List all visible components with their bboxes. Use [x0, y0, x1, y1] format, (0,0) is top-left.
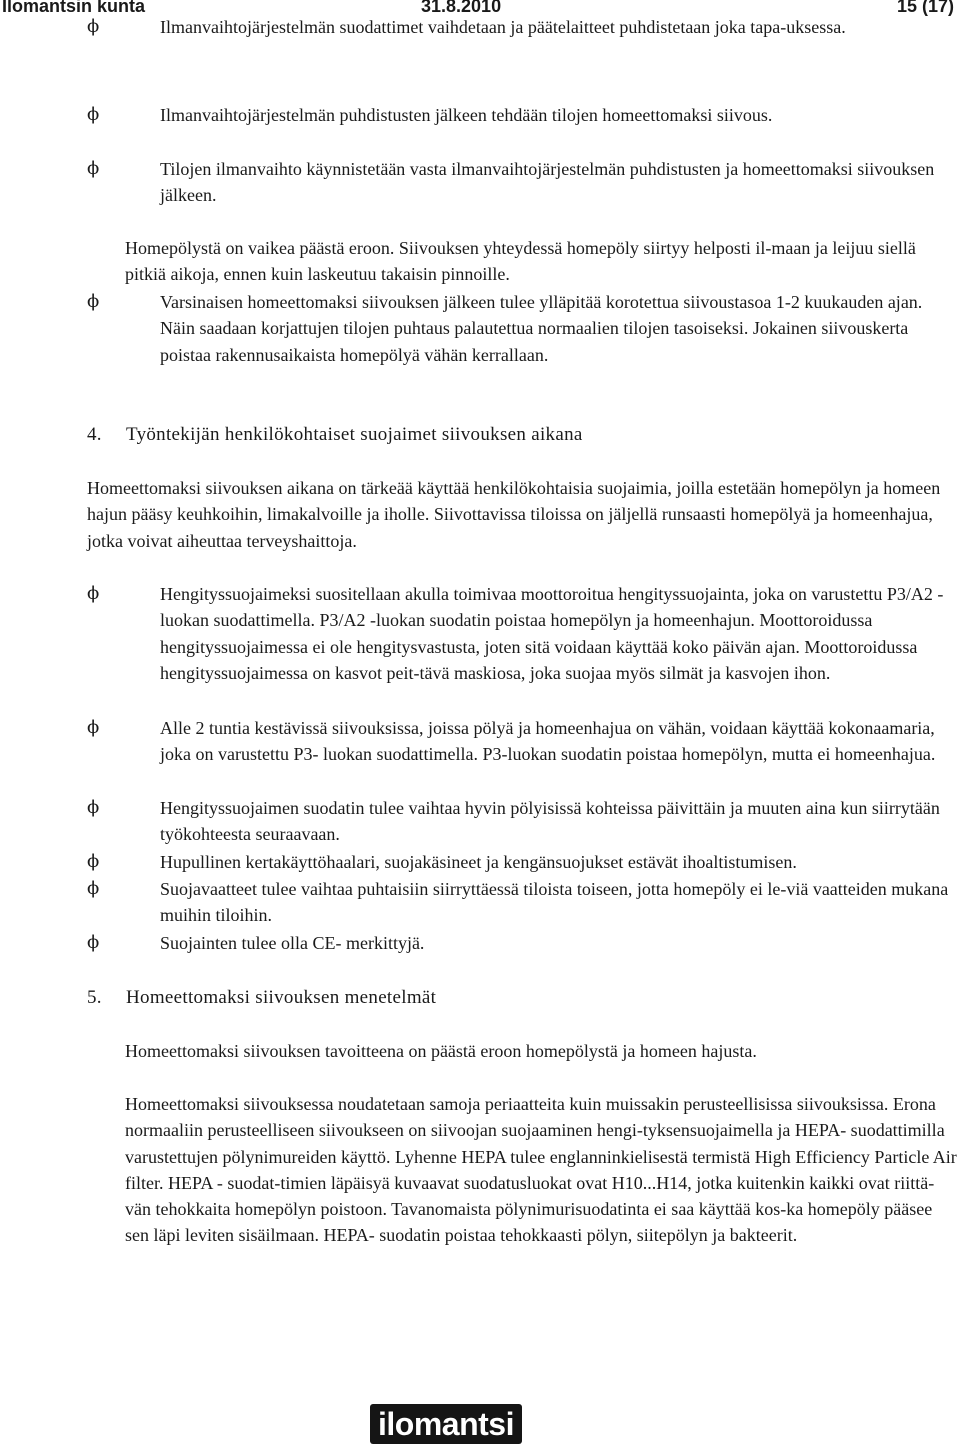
list-item: Tilojen ilmanvaihto käynnistetään vasta ilmanvaihtojärjestelmän puhdistusten ja homeettomaksi siivouksen jälkeen. [160, 159, 935, 206]
header-organization: Ilomantsin kunta [2, 0, 146, 16]
header-page-number: 15 (17) [896, 0, 954, 16]
bullet-icon: ϕ [87, 851, 100, 872]
list-item: Ilmanvaihtojärjestelmän suodattimet vaihdetaan ja päätelaitteet puhdistetaan joka tapa-uksessa. [160, 17, 846, 37]
list-item: Ilmanvaihtojärjestelmän puhdistusten jälkeen tehdään tilojen homeettomaksi siivous. [160, 105, 773, 125]
paragraph: Homeettomaksi siivouksessa noudatetaan samoja periaatteita kuin muissakin perusteellisissa siivouksissa. Erona normaaliin perusteelliseen siivoukseen on siivoojan suojaaminen hengi-tyksensuojaimella ja HEPA- suodattimilla varustettujen pölynimureiden käyttö. Lyhenne HEPA tulee englanninkielisestä termistä High Efficiency Particle Air filter. HEPA - suodat-timien läpäisyä kuvaavat suodatusluokat ovat H10...H14, jotka kuitenkin kaikki ovat riittä-vän tehokkaita homepölyn poistoon. Tavanomaista pölynimurisuodatinta ei saa käyttää kos-ka homepöly pääsee sen läpi leviten sisäilmaan. HEPA- suodatin poistaa tehokkaasti pölyn, siitepölyn ja bakteerit. [125, 1094, 957, 1246]
header-date: 31.8.2010 [421, 0, 502, 16]
paragraph: Homeettomaksi siivouksen aikana on tärkeää käyttää henkilökohtaisia suojaimia, joilla estetään homepölyn ja homeen hajun pääsy keuhkoihin, limakalvoille ja iholle. Siivottavissa tiloissa on jäljellä runsaasti homepölyä ja homeenhajua, jotka voivat aiheuttaa terveyshaittoja. [87, 478, 941, 551]
bullet-icon: ϕ [87, 158, 100, 179]
section-number: 5. [87, 987, 102, 1008]
list-item: Hupullinen kertakäyttöhaalari, suojakäsineet ja kengänsuojukset estävät ihoaltistumisen. [160, 852, 797, 872]
bullet-icon: ϕ [87, 932, 100, 953]
list-item: Hengityssuojaimen suodatin tulee vaihtaa hyvin pölyisissä kohteissa päivittäin ja muuten aina kun siirrytään työkohteesta seuraavaan. [160, 798, 940, 845]
section-title: Homeettomaksi siivouksen menetelmät [126, 987, 437, 1008]
bullet-icon: ϕ [87, 104, 100, 125]
bullet-icon: ϕ [87, 583, 100, 604]
page-header [0, 0, 960, 14]
section-title: Työntekijän henkilökohtaiset suojaimet siivouksen aikana [126, 424, 583, 445]
paragraph: Homeettomaksi siivouksen tavoitteena on päästä eroon homepölystä ja homeen hajusta. [125, 1041, 757, 1061]
ilomantsi-logo: ilomantsi [370, 1404, 522, 1444]
bullet-icon: ϕ [87, 16, 100, 37]
list-item: Suojainten tulee olla CE- merkittyjä. [160, 933, 425, 953]
list-item: Alle 2 tuntia kestävissä siivouksissa, joissa pölyä ja homeenhajua on vähän, voidaan käyttää kokonaamaria, joka on varustettu P3- luokan suodattimella. P3-luokan suodatin poistaa homepölyn, mutta ei homeenhajua. [160, 718, 936, 765]
paragraph: Homepölystä on vaikea päästä eroon. Siivouksen yhteydessä homepöly siirtyy helposti il-maan ja leijuu siellä pitkiä aikoja, ennen kuin laskeutuu takaisin pinnoille. [125, 238, 916, 285]
bullet-icon: ϕ [87, 797, 100, 818]
list-item: Hengityssuojaimeksi suositellaan akulla toimivaa moottoroitua hengityssuojainta, joka on varustettu P3/A2 -luokan suodattimella. P3/A2 -luokan suodatin poistaa homepölyn ja homeenhajun. Moottoroidussa hengityssuojaimessa ei ole hengitysvastusta, joten sitä voidaan käyttää koko päivän ajan. Moottoroidussa hengityssuojaimessa on kasvot peit-tävä maskiosa, joka suojaa myös silmät ja kasvojen ihon. [160, 584, 944, 683]
bullet-icon: ϕ [87, 717, 100, 738]
list-item: Varsinaisen homeettomaksi siivouksen jälkeen tulee ylläpitää korotettua siivoustasoa 1-2 kuukauden ajan. Näin saadaan korjattujen tilojen puhtaus palautettua normaalien tilojen tasoiseksi. Jokainen siivouskerta poistaa rakennusaikaista homepölyä vähän kerrallaan. [160, 292, 923, 365]
bullet-icon: ϕ [87, 291, 100, 312]
list-item: Suojavaatteet tulee vaihtaa puhtaisiin siirryttäessä tiloista toiseen, jotta homepöly ei le-viä vaatteiden mukana muihin tiloihin. [160, 879, 949, 926]
section-number: 4. [87, 424, 102, 445]
bullet-icon: ϕ [87, 878, 100, 899]
